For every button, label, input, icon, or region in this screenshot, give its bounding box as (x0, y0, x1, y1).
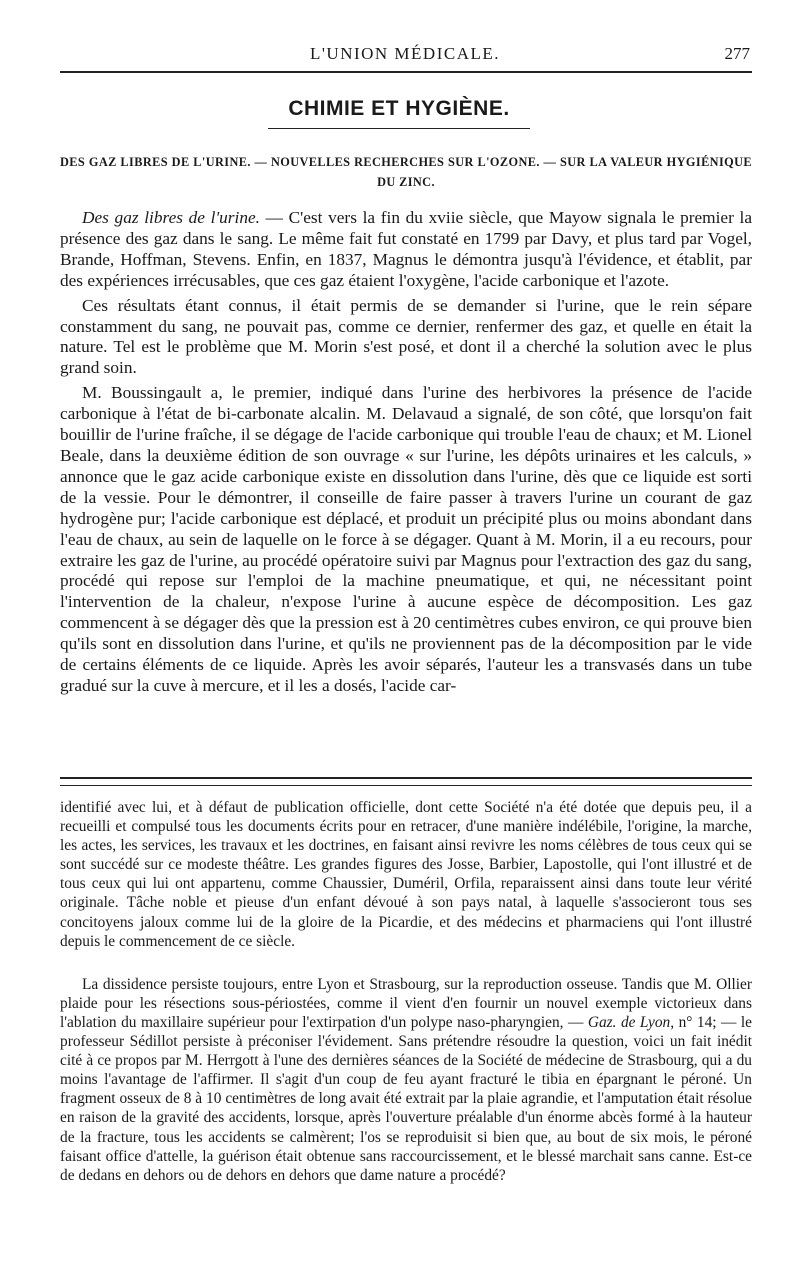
article-paragraph-1-text: — C'est vers la fin du xviie siècle, que Mayow signala le premier la présence des gaz dans le sang. Le même fait fut constaté en 1799 par Davy, et plus tard par Vogel, Brande, Hoffman, Stevens. Enfin, en 1837, Magnus le démontra jusqu'à l'évidence, et établit, par des expériences irrécusables, que ces gaz étaient l'oxygène, l'acide carbonique et l'azote. (60, 208, 752, 290)
lower-paragraph-1: identifié avec lui, et à défaut de publication officielle, dont cette Société n'a été dotée que depuis peu, il a recueilli et compulsé tous les documents écrits pour en retracer, d'une manière indélébile, l'origine, la marche, les actes, les services, les travaux et les doctrines, en faisant ainsi revivre les noms célèbres de tous ceux qui se sont succédé sur ce modeste théâtre. Les grandes figures des Josse, Barbier, Lapostolle, qui l'ont illustré et de tous ceux qui lui ont appartenu, comme Chaussier, Duméril, Orfila, reparaissent ainsi dans toute leur vérité originale. Tâche noble et pieuse d'un enfant dévoué à son pays natal, à laquelle s'associeront tous ses concitoyens jaloux comme lui de la gloire de la Picardie, et des médecins et pharmaciens qui l'ont illustré depuis le commencement de ce siècle. (60, 799, 752, 950)
lower-column (60, 798, 752, 1185)
article-body (60, 208, 752, 697)
article-subheading: DES GAZ LIBRES DE L'URINE. — NOUVELLES RECHERCHES SUR L'OZONE. — SUR LA VALEUR HYGIÉNIQUE DU ZINC. (60, 155, 752, 189)
lower-paragraph-2-text-a: La dissidence persiste toujours, entre Lyon et Strasbourg, sur la reproduction osseuse. Tandis que M. Ollier plaide pour les résections sous-périostées, comme il vient d'en fournir un nouvel exemple victorieux dans l'ablation du maxillaire supérieur pour l'extirpation d'un polype naso-pharyngien, — (60, 975, 752, 1031)
running-header (60, 44, 750, 70)
article-paragraph-2: Ces résultats étant connus, il était permis de se demander si l'urine, que le rein sépare constamment du sang, ne pouvait pas, comme ce dernier, renfermer des gaz, et quelle en était la nature. Tel est le problème que M. Morin s'est posé, et dont il a cherché la solution avec le plus grand soin. (60, 295, 752, 378)
section-title-rule (268, 128, 530, 129)
section-title-box (268, 91, 530, 131)
article-lead-in: Des gaz libres de l'urine. (82, 208, 260, 227)
lower-paragraph-2-text-b: n° 14; — le professeur Sédillot persiste à préconiser l'évidement. Sans prétendre résoudre la question, voici un fait inédit cité à ce propos par M. Herrgott à l'une des dernières séances de la Société de médecine de Strasbourg, qui a du moins l'avantage de l'affirmer. Il s'agit d'un coup de feu ayant fracturé le tibia en épargnant le péroné. Un fragment osseux de 8 à 10 centimètres de long avait été extrait par la plaie agrandie, et l'amputation était résolue en raison de la gravité des accidents, lorsque, après l'ouverture préalable d'un énorme abcès formé à la hauteur de la fracture, tous les accidents se calmèrent; l'os se reproduisit si bien que, au bout de six mois, le péroné faisant office d'attelle, la guérison était obtenue sans raccourcissement, et le blessé marchait sans canne. Est-ce de dedans en dehors ou de dehors en dehors que dame nature a procédé? (60, 1013, 752, 1184)
page-number: 277 (724, 44, 750, 63)
header-rule (60, 71, 752, 73)
lower-paragraph-2 (60, 975, 752, 1185)
journal-citation: Gaz. de Lyon, (587, 1013, 675, 1031)
section-divider (60, 777, 752, 786)
running-title: L'UNION MÉDICALE. (309, 44, 501, 63)
article-paragraph-1 (60, 208, 752, 292)
section-title: CHIMIE ET HYGIÈNE. (288, 97, 510, 120)
article-paragraph-3: M. Boussingault a, le premier, indiqué dans l'urine des herbivores la présence de l'acide carbonique à l'état de bi-carbonate alcalin. M. Delavaud a signalé, de son côté, que lorsqu'on fait bouillir de l'urine fraîche, il se dégage de l'acide carbonique qui trouble l'eau de chaux; et M. Lionel Beale, dans la deuxième édition de son ouvrage « sur l'urine, les dépôts urinaires et les calculs, » annonce que le gaz acide carbonique existe en dissolution dans l'urine, dès que ce liquide est sorti de la vessie. Pour le démontrer, il conseille de faire passer à travers l'urine un courant de gaz hydrogène pur; l'acide carbonique est déplacé, et produit un précipité plus ou moins abondant dans l'eau de chaux, au sein de laquelle on le force à se dégager. Quant à M. Morin, il a eu recours, pour extraire les gaz de l'urine, au procédé opératoire suivi par Magnus pour l'extraction des gaz du sang, procédé qui repose sur l'emploi de la machine pneumatique, et qui, ne nécessitant point l'intervention de la chaleur, n'expose l'urine à aucune espèce de décomposition. Les gaz commencent à se dégager dès que la pression est à 20 centimètres cubes environ, ce qui prouve bien qu'ils sont en dissolution dans l'urine, et qu'ils ne proviennent pas de la décomposition par le vide de certains éléments de ce liquide. Après les avoir séparés, l'auteur les a transvasés dans un tube gradué sur la cuve à mercure, et il les a dosés, l'acide car- (60, 383, 752, 695)
